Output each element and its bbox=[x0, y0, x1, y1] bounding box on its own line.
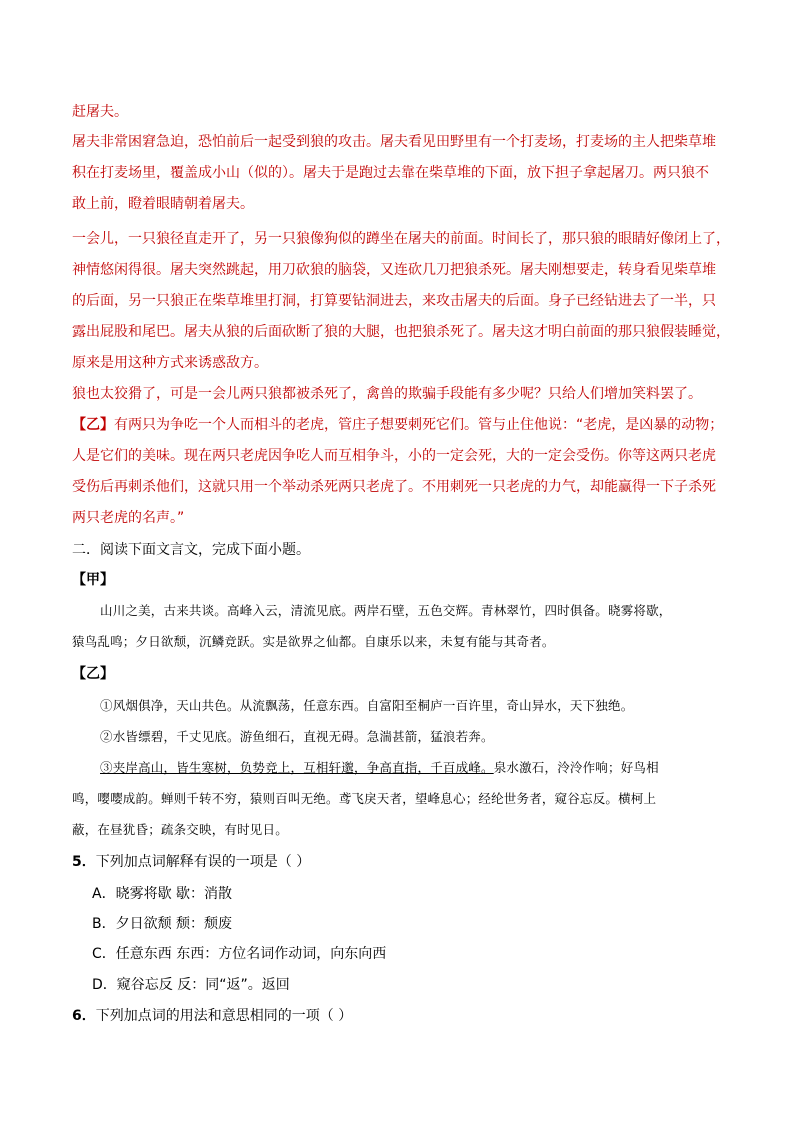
yi-classical-line: 鸣，嘤嘤成韵。蝉则千转不穷，猿则百叫无绝。鸢飞戾天者，望峰息心；经纶世务者，窥谷忘反。横柯上 bbox=[72, 791, 657, 806]
yi-translation-text: 有两只为争吃一个人而相斗的老虎，管庄子想要刺死它们。管与止住他说：“老虎，是凶暴的动物； bbox=[114, 417, 724, 433]
jia-translation-line: 原来是用这种方式来诱惑敌方。 bbox=[72, 355, 268, 371]
jia-translation-line: 屠夫非常困窘急迫，恐怕前后一起受到狼的攻击。屠夫看见田野里有一个打麦场，打麦场的主人把柴草堆 bbox=[72, 134, 716, 150]
jia-translation-line: 的后面，另一只狼正在柴草堆里打洞，打算要钻洞进去，来攻击屠夫的后面。身子已经钻进去了一半，只 bbox=[72, 293, 716, 309]
yi-classical-para: ②水皆缥碧，千丈见底。游鱼细石，直视无碍。急湍甚箭，猛浪若奔。 bbox=[100, 729, 494, 744]
jia-translation-line: 神情悠闲得很。屠夫突然跳起，用刀砍狼的脑袋，又连砍几刀把狼杀死。屠夫刚想要走，转身看见柴草堆 bbox=[72, 262, 716, 278]
question-6 bbox=[72, 1006, 352, 1026]
yi-tag: 【乙】 bbox=[72, 417, 114, 433]
underlined-sentence: ③夹岸高山，皆生寒树，负势竞上，互相轩邈，争高直指，千百成峰。 bbox=[100, 760, 494, 775]
yi-translation-line bbox=[72, 415, 723, 435]
jia-tag: 【甲】 bbox=[72, 572, 114, 588]
yi-translation-line: 人是它们的美味。现在两只老虎因争吃人而互相争斗，小的一定会死，大的一定会受伤。你等这两只老虎 bbox=[72, 448, 716, 464]
section-heading: 二．阅读下面文言文，完成下面小题。 bbox=[72, 542, 310, 558]
jia-translation-line: 赶屠夫。 bbox=[72, 104, 128, 120]
option-b[interactable]: B．夕日欲颓 颓：颓废 bbox=[92, 916, 233, 932]
jia-translation-line: 敢上前，瞪着眼睛朝着屠夫。 bbox=[72, 196, 254, 212]
yi-tag: 【乙】 bbox=[72, 666, 114, 682]
option-a[interactable]: A．晓雾将歇 歇：消散 bbox=[92, 886, 233, 902]
question-stem: 下列加点词解释有误的一项是（ ） bbox=[95, 854, 311, 870]
yi-translation-line: 受伤后再刺杀他们，这就只用一个举动杀死两只老虎了。不用刺死一只老虎的力气，却能赢得一下子杀死 bbox=[72, 479, 716, 495]
question-number: 5． bbox=[72, 854, 96, 870]
yi-classical-para: ①风烟俱净，天山共色。从流飘荡，任意东西。自富阳至桐庐一百许里，奇山异水，天下独绝。 bbox=[100, 698, 634, 713]
jia-translation-line: 积在打麦场里，覆盖成小山（似的）。屠夫于是跑过去靠在柴草堆的下面，放下担子拿起屠刀。两只狼不 bbox=[72, 165, 709, 181]
jia-classical-line: 猿鸟乱鸣；夕日欲颓，沉鳞竞跃。实是欲界之仙都。自康乐以来，未复有能与其奇者。 bbox=[72, 634, 555, 649]
jia-translation-line: 狼也太狡猾了，可是一会儿两只狼都被杀死了，禽兽的欺骗手段能有多少呢？只给人们增加笑料罢了。 bbox=[72, 386, 702, 402]
jia-translation-line: 露出屁股和尾巴。屠夫从狼的后面砍断了狼的大腿，也把狼杀死了。屠夫这才明白前面的那只狼假装睡觉， bbox=[72, 324, 730, 340]
question-number: 6． bbox=[72, 1008, 96, 1024]
question-stem: 下列加点词的用法和意思相同的一项（ ） bbox=[95, 1008, 353, 1024]
yi-translation-line: 两只老虎的名声。” bbox=[72, 510, 185, 526]
option-d[interactable]: D．窥谷忘反 反：同“返”。返回 bbox=[92, 977, 290, 993]
jia-classical-line: 山川之美，古来共谈。高峰入云，清流见底。两岸石壁，五色交辉。青林翠竹，四时俱备。晓雾将歇， bbox=[100, 603, 672, 618]
option-c[interactable]: C．任意东西 东西：方位名词作动词，向东向西 bbox=[92, 946, 387, 962]
yi-classical-para bbox=[100, 758, 659, 778]
yi-classical-text: 泉水激石，泠泠作响；好鸟相 bbox=[493, 760, 659, 775]
yi-classical-line: 蔽，在昼犹昏；疏条交映，有时见日。 bbox=[72, 822, 288, 837]
question-5 bbox=[72, 852, 310, 872]
jia-translation-line: 一会儿，一只狼径直走开了，另一只狼像狗似的蹲坐在屠夫的前面。时间长了，那只狼的眼睛好像闭上了， bbox=[72, 231, 730, 247]
